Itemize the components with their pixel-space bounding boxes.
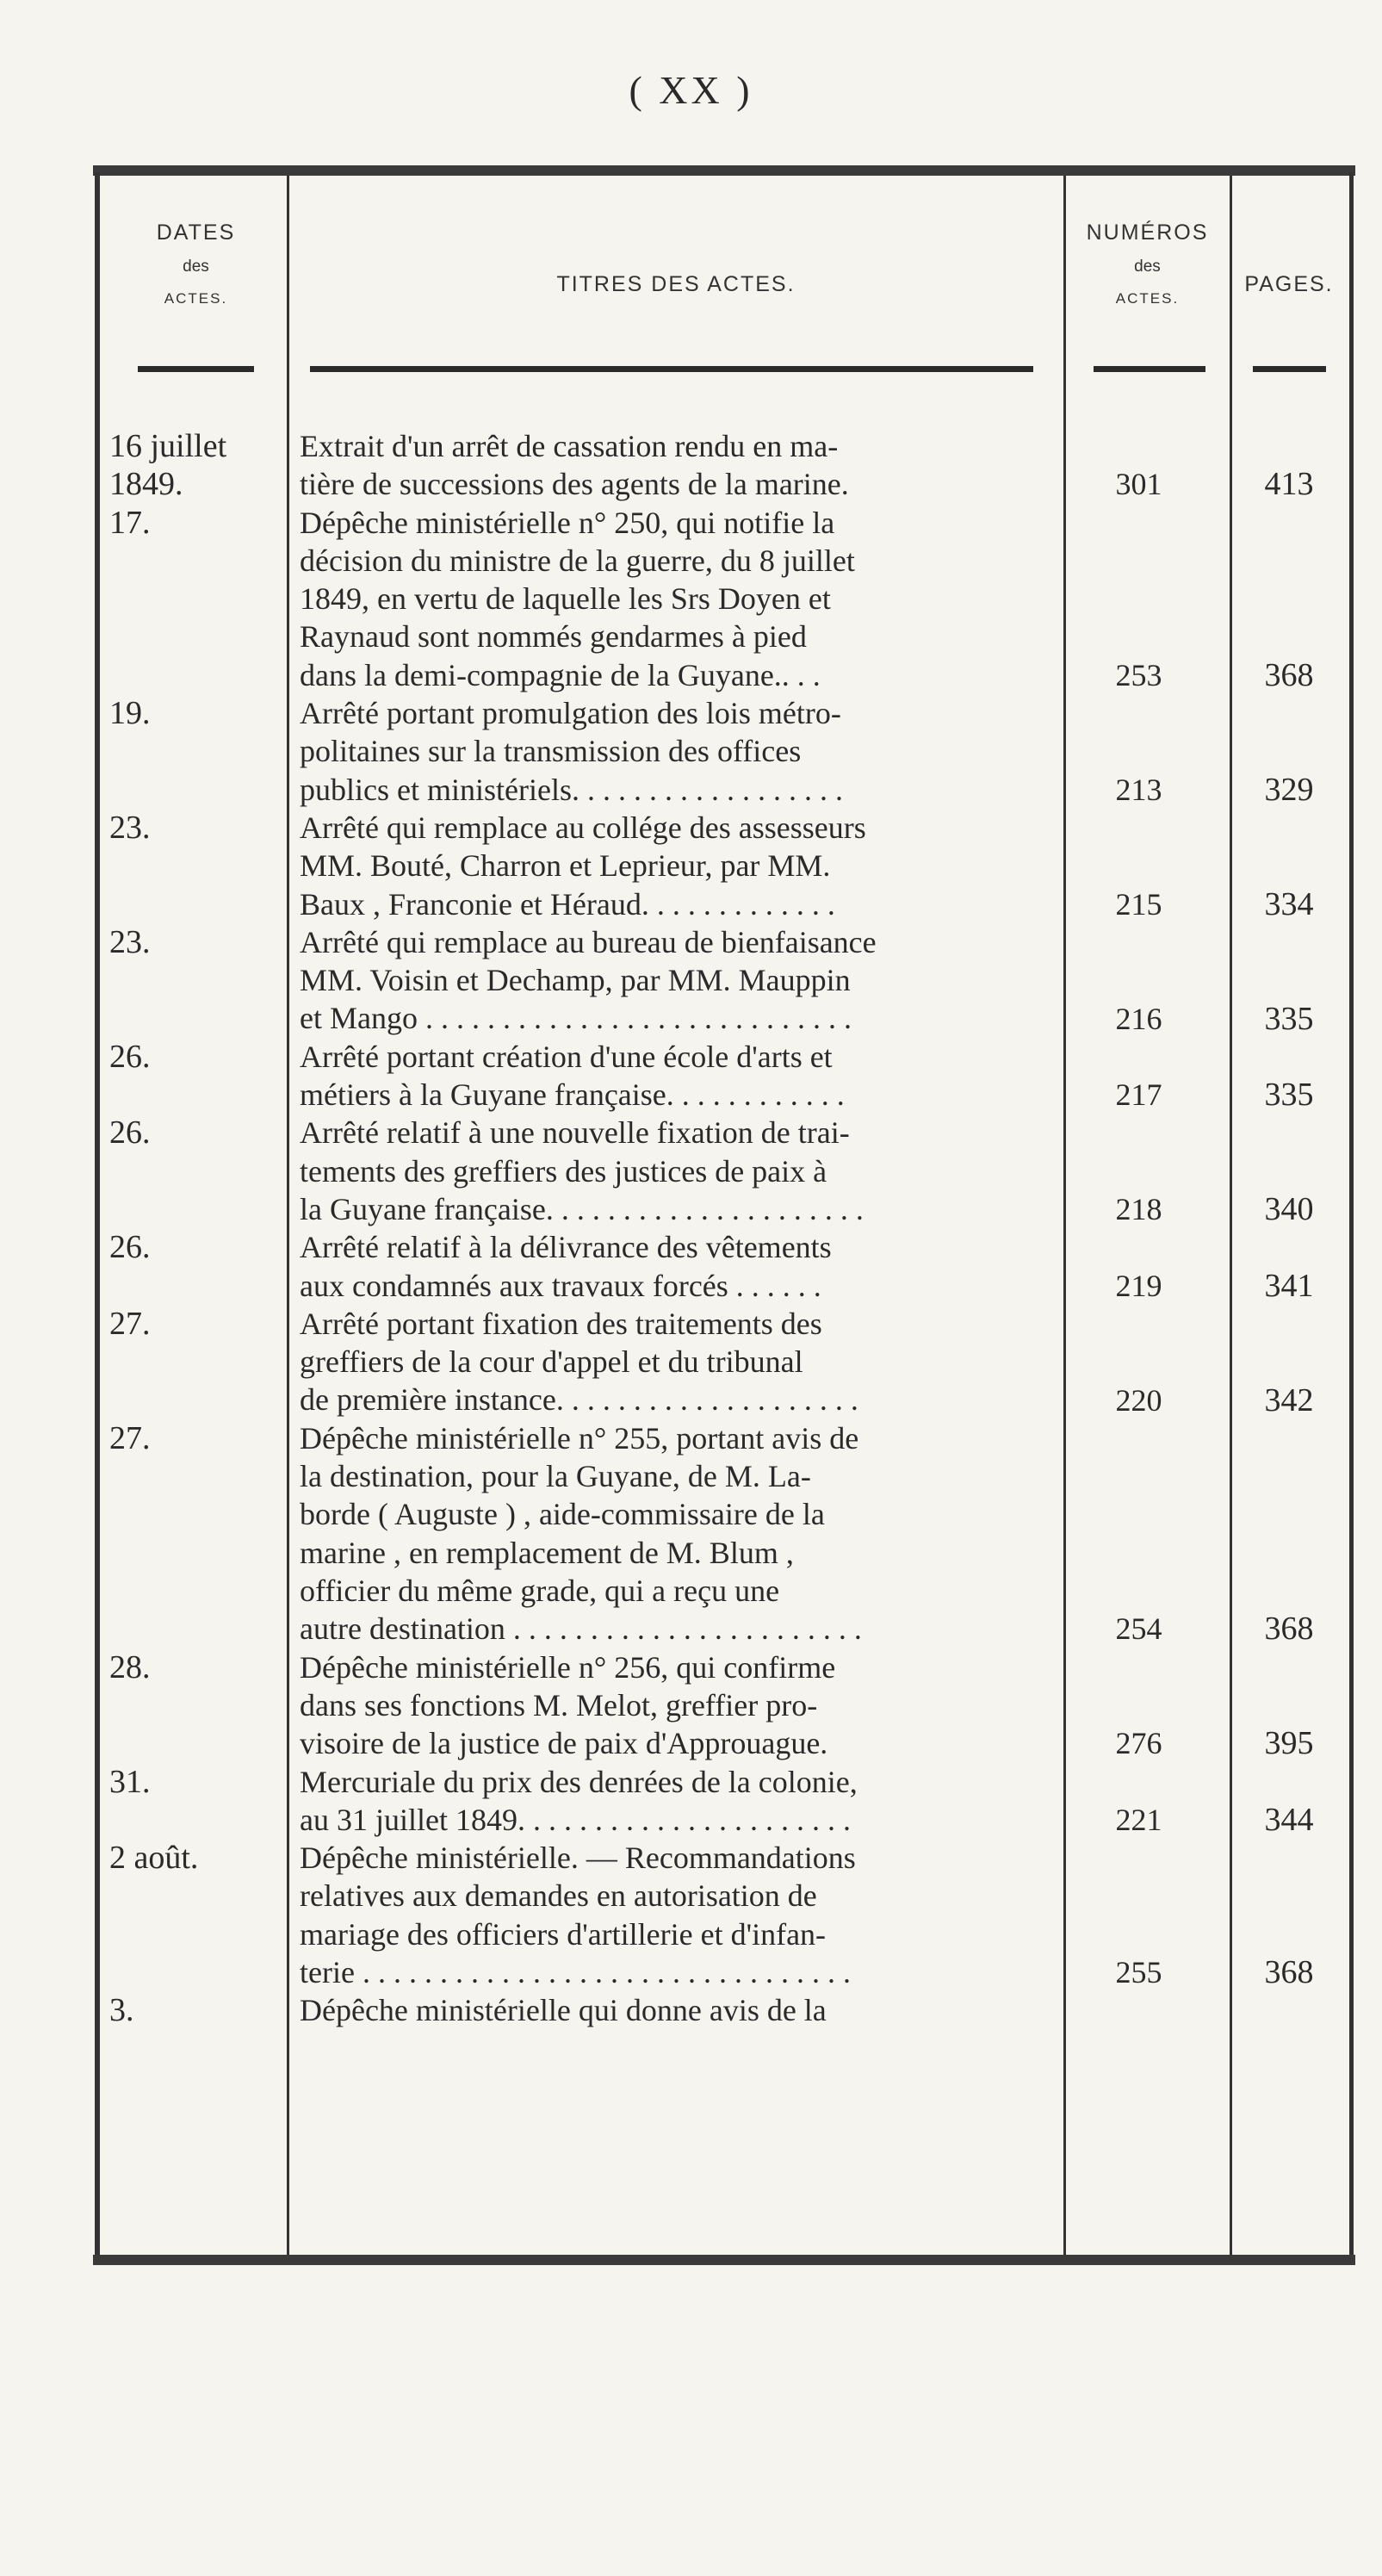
row-title-line: marine , en remplacement de M. Blum ,: [300, 1535, 794, 1570]
row-page-number: 344: [1264, 1801, 1314, 1838]
row-act-number: 218: [1115, 1192, 1162, 1226]
row-date: 23.: [109, 923, 151, 960]
row-title-line: greffiers de la cour d'appel et du tribunal: [300, 1344, 803, 1380]
row-page-number: 342: [1264, 1381, 1314, 1418]
row-title-line: tière de successions des agents de la marine.: [300, 467, 849, 502]
row-act-number: 254: [1115, 1611, 1162, 1647]
row-title-line: Dépêche ministérielle qui donne avis de la: [300, 1993, 827, 2028]
row-title-line: terie . . . . . . . . . . . . . . . . . . . . . . . . . . . . . . . .: [300, 1954, 851, 1989]
row-date: 26.: [109, 1038, 151, 1075]
header-rule-dates: [138, 366, 254, 372]
row-act-number: 253: [1115, 657, 1162, 692]
row-date: 17.: [109, 504, 151, 541]
row-page-number: 329: [1264, 771, 1314, 808]
row-date: 3.: [109, 1992, 134, 2029]
row-title-line: Arrêté qui remplace au collége des assesseurs: [300, 810, 866, 845]
row-title: [300, 1763, 1064, 1840]
page-number: ( XX ): [629, 68, 753, 112]
row-date: 31.: [109, 1763, 151, 1800]
row-title-line: la destination, pour la Guyane, de M. La-: [300, 1459, 811, 1494]
row-title-line: Dépêche ministérielle n° 255, portant avis de: [300, 1420, 859, 1456]
header-dates: DATES des ACTES.: [156, 220, 236, 307]
header-titles: TITRES DES ACTES.: [556, 272, 796, 296]
row-title-line: au 31 juillet 1849. . . . . . . . . . . . . . . . . . . . . .: [300, 1802, 851, 1837]
row-title-line: publics et ministériels. . . . . . . . . . . . . . . . . .: [300, 772, 843, 807]
row-date: 26.: [109, 1229, 151, 1266]
row-title: [300, 1991, 1064, 2029]
row-title-line: Raynaud sont nommés gendarmes à pied: [300, 619, 807, 655]
row-act-number: 216: [1115, 1001, 1162, 1036]
table-bottom-border: [93, 2255, 1355, 2265]
row-title-line: Dépêche ministérielle. — Recommandations: [300, 1840, 856, 1876]
row-act-number: 213: [1115, 772, 1162, 807]
row-date: 19.: [109, 695, 151, 732]
header-rule-pages: [1253, 366, 1326, 372]
row-date: 23.: [109, 810, 151, 846]
header-numeros: NUMÉROS des ACTES.: [1086, 220, 1209, 307]
row-title: [300, 427, 1064, 504]
row-title-line: métiers à la Guyane française. . . . . . . . . . . .: [300, 1077, 845, 1113]
row-title-line: dans ses fonctions M. Melot, greffier pro-: [300, 1687, 818, 1723]
row-title-line: Dépêche ministérielle n° 256, qui confirme: [300, 1649, 836, 1685]
row-title: [300, 923, 1064, 1038]
row-title-line: aux condamnés aux travaux forcés . . . . . .: [300, 1268, 821, 1303]
row-title-line: de première instance. . . . . . . . . . . . . . . . . . . .: [300, 1382, 858, 1418]
row-title-line: Mercuriale du prix des denrées de la colonie,: [300, 1764, 858, 1799]
row-title-line: Extrait d'un arrêt de cassation rendu en ma-: [300, 429, 839, 463]
row-title: [300, 1038, 1064, 1114]
row-date: 2 août.: [109, 1840, 199, 1877]
row-title: [300, 1114, 1064, 1228]
row-date: 27.: [109, 1419, 151, 1456]
row-title-line: Arrêté portant promulgation des lois métro-: [300, 696, 841, 731]
row-date: 16 juillet 1849.: [109, 428, 227, 502]
row-act-number: 255: [1115, 1955, 1162, 1989]
row-title-line: MM. Bouté, Charron et Leprieur, par MM.: [300, 848, 831, 884]
column-divider-numeros: [1230, 176, 1232, 2255]
row-title-line: officier du même grade, qui a reçu une: [300, 1573, 780, 1608]
row-title-line: relatives aux demandes en autorisation de: [300, 1878, 817, 1914]
row-date: 26.: [109, 1114, 151, 1151]
row-page-number: 334: [1264, 885, 1314, 922]
row-title: [300, 1228, 1064, 1305]
row-title-line: décision du ministre de la guerre, du 8 juillet: [300, 543, 855, 578]
row-title-line: tements des greffiers des justices de paix à: [300, 1153, 827, 1189]
row-title-line: Arrêté relatif à la délivrance des vêtements: [300, 1230, 832, 1265]
row-title-line: Arrêté portant création d'une école d'arts et: [300, 1039, 833, 1074]
row-act-number: 217: [1115, 1077, 1162, 1113]
row-page-number: 340: [1264, 1191, 1314, 1227]
row-title-line: mariage des officiers d'artillerie et d'infan-: [300, 1916, 827, 1952]
row-page-number: 413: [1264, 466, 1314, 503]
row-title-line: Arrêté portant fixation des traitements des: [300, 1306, 822, 1341]
row-title-line: visoire de la justice de paix d'Approuague.: [300, 1726, 828, 1761]
row-page-number: 395: [1264, 1725, 1314, 1762]
row-title: [300, 694, 1064, 809]
row-title-line: dans la demi-compagnie de la Guyane.. . .: [300, 657, 821, 692]
row-title-line: autre destination . . . . . . . . . . . . . . . . . . . . . . .: [300, 1611, 862, 1647]
row-title: [300, 1419, 1064, 1648]
header-rule-titles: [310, 366, 1033, 372]
row-title-line: borde ( Auguste ) , aide-commissaire de la: [300, 1497, 825, 1532]
row-title: [300, 1839, 1064, 1991]
row-title-line: Arrêté relatif à une nouvelle fixation de trai-: [300, 1115, 850, 1151]
row-title: [300, 1648, 1064, 1763]
row-act-number: 276: [1115, 1726, 1162, 1761]
row-title-line: Arrêté qui remplace au bureau de bienfaisance: [300, 924, 877, 959]
row-date: 27.: [109, 1305, 151, 1342]
row-page-number: 368: [1264, 1611, 1314, 1648]
row-title: [300, 504, 1064, 694]
row-act-number: 221: [1115, 1802, 1162, 1837]
header-pages: PAGES.: [1244, 272, 1334, 296]
row-title-line: et Mango . . . . . . . . . . . . . . . . . . . . . . . . . . . .: [300, 1001, 852, 1036]
row-page-number: 335: [1264, 1077, 1314, 1114]
row-page-number: 368: [1264, 656, 1314, 693]
row-date: 28.: [109, 1648, 151, 1685]
row-title-line: MM. Voisin et Dechamp, par MM. Mauppin: [300, 963, 851, 998]
row-title-line: Dépêche ministérielle n° 250, qui notifie la: [300, 505, 835, 540]
row-title-line: la Guyane française. . . . . . . . . . . . . . . . . . . . .: [300, 1191, 864, 1226]
row-title-line: Baux , Franconie et Héraud. . . . . . . . . . . . .: [300, 886, 835, 922]
row-title-line: politaines sur la transmission des offices: [300, 734, 802, 769]
row-page-number: 341: [1264, 1267, 1314, 1304]
row-page-number: 335: [1264, 1000, 1314, 1037]
row-act-number: 215: [1115, 886, 1162, 922]
row-page-number: 368: [1264, 1954, 1314, 1990]
row-act-number: 301: [1115, 467, 1162, 502]
row-act-number: 219: [1115, 1268, 1162, 1303]
row-title: [300, 809, 1064, 923]
header-rule-numeros: [1094, 366, 1205, 372]
row-act-number: 220: [1115, 1382, 1162, 1418]
row-title: [300, 1305, 1064, 1419]
row-title-line: 1849, en vertu de laquelle les Srs Doyen et: [300, 581, 831, 617]
